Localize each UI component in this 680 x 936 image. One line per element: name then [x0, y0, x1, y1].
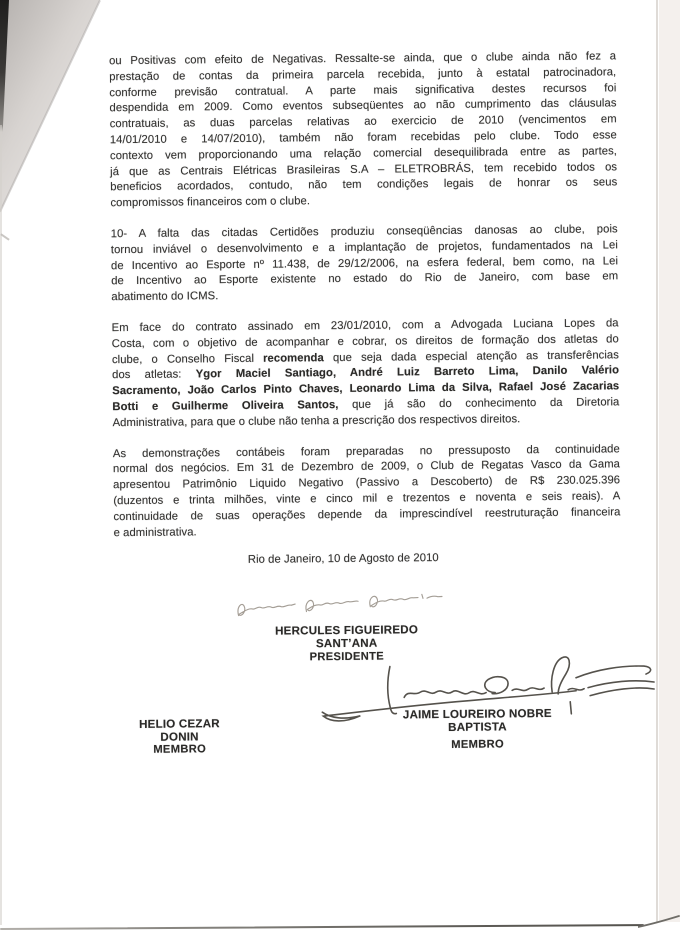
text-line: clube, o Conselho Fiscal recomenda que seja dada especial atenção as transferências [111, 348, 619, 366]
text-line: despendida em 2009. Como eventos subseqüentes ao não cumprimento das cláusulas [109, 97, 617, 115]
text-line: já que as Centrais Elétricas Brasileiras S.A – ELETROBRÁS, tem recebido todos os [110, 160, 618, 178]
text-line: contexto vem proporcionando uma relação comercial desequilibrada entre as partes, [109, 145, 618, 162]
text-line: ou Positivas com efeito de Negativas. Ressalte-se ainda, que o clube ainda não fez a [109, 50, 617, 68]
text-line: beneficios acordados, contudo, não tem condições legais de honrar os seus [110, 176, 618, 194]
paragraph [109, 49, 617, 212]
paragraphs [109, 49, 621, 541]
text-line: conforme previsão contratual. A parte mais significativa destes recursos foi [109, 81, 617, 99]
text-line: 14/01/2010 e 14/07/2010), também não foram recebidas pelo clube. Todo esse [109, 129, 617, 147]
text-line: As demonstrações contábeis foram preparadas no pressuposto da continuidade [112, 442, 620, 460]
text-line: normal dos negócios. Em 31 de Dezembro de 2009, o Club de Regatas Vasco da Gama [112, 458, 621, 476]
paragraph [111, 222, 619, 306]
text-line: abatimento do ICMS. [111, 290, 219, 304]
text-line: Sacramento, João Carlos Pinto Chaves, Leonardo Lima da Silva, Rafael José Zacarias [112, 380, 620, 398]
text-line: Administrativa, para que o clube não tenha a prescrição dos respectivos direitos. [112, 413, 521, 429]
text-line: 10- A falta das citadas Certidões produziu conseqüências danosas ao clube, pois [110, 223, 618, 241]
text-line: continuidade de suas operações depende da imprescindível reestruturação financeira [113, 506, 621, 523]
text-line: (duzentos e trinta milhões, vinte e cinco mil e trezentos e noventa e seis reais). A [113, 490, 621, 508]
text-line: Em face do contrato assinado em 23/01/2010, com a Advogada Luciana Lopes da [111, 317, 619, 335]
president-signature-handwriting [232, 587, 451, 627]
text-line: apresentou Patrimônio Liquido Negativo (Passivo a Descoberto) de R$ 230.025.396 [113, 474, 621, 492]
member-left-name: HELIO CEZAR DONIN [138, 717, 220, 744]
text-line: tornou inviável o desenvolvimento e a implantação de projetos, fundamentados na Lei [110, 239, 618, 256]
text-line: Botti e Guilherme Oliveira Santos, que já são do conhecimento da Diretoria [112, 396, 620, 414]
text-line: e administrativa. [113, 525, 197, 539]
paragraph [113, 442, 621, 542]
date-line: Rio de Janeiro, 10 de Agosto de 2010 [247, 552, 439, 567]
president-name: HERCULES FIGUEIREDO SANT’ANA [275, 623, 419, 651]
text-line: contratuais, as duas parcelas relativas ao exercicio de 2010 (vencimentos em [109, 113, 617, 131]
text-line: de Incentivo ao Esporte nº 11.438, de 29/12/2006, na esfera federal, bem como, na Lei [110, 254, 619, 272]
document-text [109, 49, 621, 570]
text-line: compromissos financeiros com o clube. [110, 195, 311, 210]
paragraph [112, 316, 620, 431]
text-line: Costa, com o objetivo de acompanhar e cobrar, os direitos de formação dos atletas do [111, 333, 619, 350]
president-title: PRESIDENTE [309, 650, 385, 664]
text-line: dos atletas: Ygor Maciel Santiago, André Luiz Barreto Lima, Danilo Valério [112, 364, 620, 382]
member-left-title: MEMBRO [153, 743, 207, 756]
member-right-name: JAIME LOUREIRO NOBRE BAPTISTA [402, 706, 552, 734]
text-line: prestação de contas da primeira parcela recebida, junto à estatal patrocinadora, [109, 66, 617, 83]
text-line: de Incentivo ao Esporte existente no estado do Rio de Janeiro, com base em [111, 270, 619, 288]
member-right-title: MEMBRO [451, 738, 505, 751]
